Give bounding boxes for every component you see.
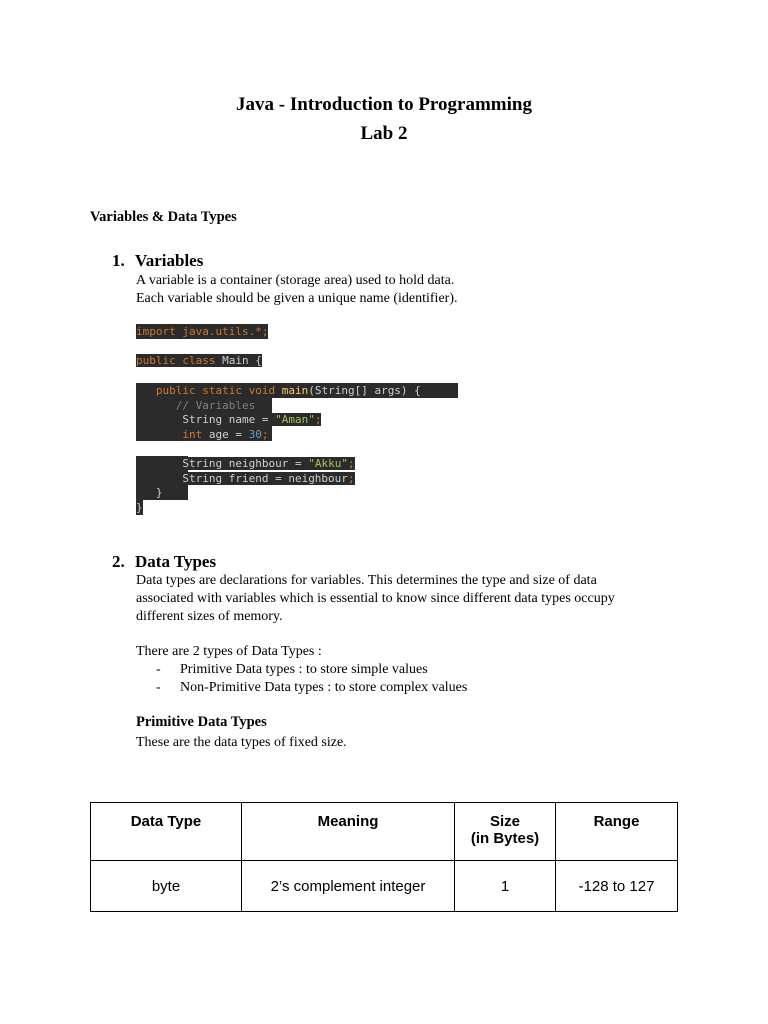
variables-title: Variables <box>135 251 204 270</box>
header-size: Size (in Bytes) <box>455 803 556 861</box>
code-line-name: String name = "Aman"; <box>136 412 321 427</box>
document-title: Java - Introduction to Programming <box>236 94 532 115</box>
primitive-heading: Primitive Data Types <box>136 714 267 730</box>
variables-number: 1. <box>112 251 125 270</box>
variables-line-1: A variable is a container (storage area) used to hold data. <box>136 273 455 288</box>
data-types-title: Data Types <box>135 552 217 571</box>
cell-data-type: byte <box>91 861 242 912</box>
data-types-intro: There are 2 types of Data Types : <box>136 644 322 659</box>
code-line-friend: String friend = neighbour; <box>136 471 355 486</box>
data-types-para-line-2: associated with variables which is essential to know since different data types occupy <box>136 591 615 606</box>
code-line-neighbour: String neighbour = "Akku"; <box>136 456 355 471</box>
bullet-primitive: - Primitive Data types : to store simple values <box>156 662 428 677</box>
document-subtitle: Lab 2 <box>360 123 408 144</box>
table-header-row <box>91 803 678 861</box>
cell-range: -128 to 127 <box>556 861 678 912</box>
bullet-non-primitive: - Non-Primitive Data types : to store complex values <box>156 680 468 695</box>
code-line-close-method: } <box>136 485 163 500</box>
data-types-number: 2. <box>112 552 125 571</box>
code-line-import: import java.utils.*; <box>136 325 269 338</box>
code-line-comment: // Variables <box>136 398 255 413</box>
section-heading: Variables & Data Types <box>90 209 237 225</box>
primitive-description: These are the data types of fixed size. <box>136 735 347 750</box>
data-types-para-line-3: different sizes of memory. <box>136 609 283 624</box>
header-range: Range <box>556 803 678 861</box>
data-types-table <box>90 802 678 912</box>
header-data-type: Data Type <box>91 803 242 861</box>
table-row <box>91 861 678 912</box>
code-line-age: int age = 30; <box>136 427 268 442</box>
data-types-para-line-1: Data types are declarations for variables. This determines the type and size of data <box>136 573 597 588</box>
code-line-class: public class Main { <box>136 354 262 367</box>
header-meaning: Meaning <box>242 803 455 861</box>
data-types-heading <box>112 552 216 572</box>
cell-meaning: 2’s complement integer <box>242 861 455 912</box>
code-line-close-class: } <box>136 501 143 514</box>
code-line-main: public static void main(String[] args) { <box>136 383 458 398</box>
variables-line-2: Each variable should be given a unique name (identifier). <box>136 291 458 306</box>
variables-heading <box>112 251 203 271</box>
cell-size: 1 <box>455 861 556 912</box>
